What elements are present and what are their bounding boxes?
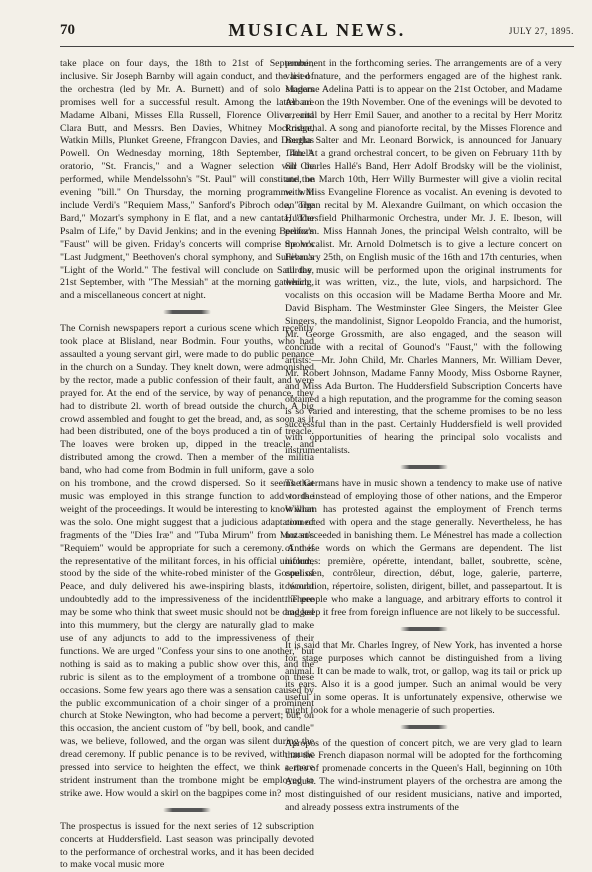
issue-date: JULY 27, 1895.: [508, 26, 574, 36]
stage-horse-paragraph: It is said that Mr. Charles Ingrey, of New York, has invented a horse for stage purposes which cannot be distinguished from a living animal. It can be made to walk, trot, or gallop, wag its tail or prick up its ears. Also it is a good jumper. Such an animal would be very useful in some operas. It is unfortunately expensive, otherwise we might look for a whole menagerie of such properties.: [285, 640, 562, 716]
cornish-penance-paragraph: The Cornish newspapers report a curious scene which recently took place at Blisland, near Bodmin. Four youths, who had assaulted a young servant girl, were made to do public penance in the church on a Sunday. They knelt down, were admonished by the rector, made a public confession of their fault, and were prayed for. At the end of the service, by way of penance, they had to distribute 2l. worth of bread outside the church. A big crowd assembled and fought to get the bread, and, as soon as it had been distributed, one of the boys produced a tin of treacle. The loaves were broken up, dipped in the treacle, and distributed among the crowd. Then a member of the militia band, who had come from Bodmin in full uniform, gave a solo on his trombone, and the crowd dispersed. So it seems that music was employed in this strange function to add to the weight of the proceedings. It would be interesting to know what was the solo. One might suggest that a judicious adaptation of fragments of the "Dies Iræ" and "Tuba Mirum" from Mozart's "Requiem" would be appropriate for such a ceremony. And if the representative of the militant forces, in his official uniform, stood by the side of the white-robed minister of the Gospel of Peace, and duly delivered his awe-inspiring blasts, it would undoubtedly add to the impressiveness of the incident. There may be some who think that sweet music should not be dragged into this mummery, but the clergy are naturally glad to make use of any adjuncts to add to the impressiveness of their functions. We are urged "Confess your sins to one another," but nothing is said as to making a public show over this, and the rubric is silent as to the employment of a trombone on these occasions. Some few years ago there was a sensation caused by the public excommunication of a choir singer of a prominent church at Stoke Newington, who had become a pervert; but, on this occasion, the ancient custom of "by bell, book, and candle" was, we believe, followed, and the organ was silent during the dread ceremony. If public penance is to be revived, with music pressed into service to heighten the effect, we think a more strident instrument than the trombone might be employed to strike awe. How would a skirl on the bagpipes come in?: [60, 323, 314, 799]
page-header: [60, 22, 574, 44]
section-divider: [400, 627, 448, 631]
huddersfield-continued-paragraph: prominent in the forthcoming series. The arrangements are of a very varied nature, and the performers engaged are of the highest rank. Madame Adelina Patti is to appear on the 21st October, and Madame Albani on the 19th November. One of the evenings will be devoted to a recital by Herr Emil Sauer, and another to a recital by Herr Moritz Rosenthal. A song and pianoforte recital, by the Misses Florence and Bertha Salter and Mr. Leonard Borwick, is announced for January 14th. At a grand orchestral concert, to be given on February 11th by Sir Charles Hallé's Band, Herr Adolf Brodsky will be the violinist, and, on March 10th, Herr Willy Burmester will give a violin recital with Miss Evangeline Florence as vocalist. An evening is devoted to an organ recital by M. Alexandre Guilmant, on which occasion the Huddersfield Philharmonic Orchestra, under Mr. J. E. Ibeson, will perform. Miss Hannah Jones, the principal Welsh contralto, will be the vocalist. Mr. Arnold Dolmetsch is to give a lecture concert on February 25th, on English music of the 16th and 17th centuries, when all the music will be performed upon the original instruments for which it was written, viz., the lute, viols, and harpsichord. The vocalists on this occasion will be Madame Bertha Moore and Mr. David Bispham. The Westminster Glee Singers, the Meister Glee Singers, the mandolinist, Signor Leopoldo Francia, and the humorist, Mr. George Grossmith, are also engaged, and the season will conclude with a recital of Gounod's "Faust," with the following artists:—Mr. John Child, Mr. Charles Manners, Mr. William Dever, Mr. Robert Johnson, Madame Fanny Moody, Miss Osborne Rayner, and Miss Ada Burton. The Huddersfield Subscription Concerts have obtained a high reputation, and the programme for the coming season is so varied and interesting, that the scheme promises to be no less successful than in the past. Certainly Huddersfield is well provided with opportunities of hearing the principal solo vocalists and instrumentalists.: [285, 58, 562, 457]
section-divider: [400, 465, 448, 469]
header-rule: [60, 46, 574, 47]
section-divider: [400, 725, 448, 729]
masthead-title: MUSICAL NEWS.: [228, 20, 406, 40]
german-words-paragraph: The Germans have in music shown a tendency to make use of native words instead of employing those of other nations, and the Emperor William has protested against the employment of French terms connected with opera and the stage generally. Nevertheless, he has not succeeded in banishing them. Le Ménestrel has made a collection of these words on which the Germans are dependent. The list includes: première, opérette, intendant, ballet, soubrette, scène, coulissen, contrôleur, direction, début, loge, galerie, parterre, décoration, répertoire, solisten, dirigent, billet, and passepartout. It is the people who make a language, and arbitrary efforts to control it and keep it free from foreign influence are not likely to be successful.: [285, 478, 562, 619]
left-column: [60, 58, 314, 872]
page-number: 70: [60, 22, 75, 38]
huddersfield-prospectus-paragraph: The prospectus is issued for the next series of 12 subscription concerts at Huddersfield. Last season was principally devoted to the performance of orchestral works, and it has been decided to make vocal music more: [60, 820, 314, 871]
concert-pitch-paragraph: Apropos of the question of concert pitch, we are very glad to learn that the French diapason normal will be adopted for the forthcoming series of promenade concerts in the Queen's Hall, beginning on 10th August. The wind-instrument players of the orchestra are among the most distinguished of our resident musicians, native and imported, and already possess extra instruments of the: [285, 737, 562, 814]
section-divider: [163, 808, 211, 812]
section-divider: [163, 310, 211, 314]
right-column: [285, 58, 562, 815]
festival-paragraph: take place on four days, the 18th to 21st of September, inclusive. Sir Joseph Barnby will again conduct, and the list of the orchestra (led by Mr. A. Burnett) and of solo singers promises well for a successful result. Among the latter are Madame Albani, Misses Ella Russell, Florence Oliver, and Clara Butt, and Messrs. Ben Davies, Whitney Mockridge, Watkin Mills, Plunket Greene, Ffrangcon Davies, and Douglas Powell. On Wednesday morning, 18th September, Tinel's oratorio, "St. Francis," and a Wagner selection will be performed, while Mendelssohn's "St. Paul" will constitute the evening "bill." On Thursday, the morning programme will include Verdi's "Requiem Mass," Sanford's Pibroch ode, "The Bard," Mozart's symphony in E flat, and a new cantata, "The Psalm of Life," by David Jenkins; and in the evening Berlioz's "Faust" will be given. Friday's concerts will comprise Spohr's "Last Judgment," Beethoven's choral symphony, and Sullivan's "Light of the World." The festival will conclude on Saturday, 21st September, with "The Messiah" at the morning gathering, and a miscellaneous concert at night.: [60, 58, 314, 302]
